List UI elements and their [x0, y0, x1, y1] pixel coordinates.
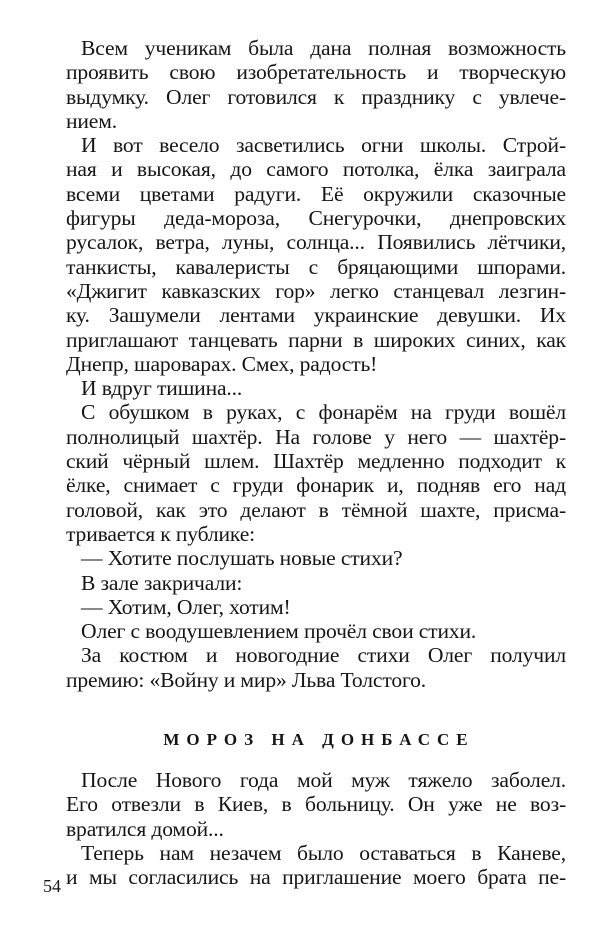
text-line: За костюм и новогодние стихи Олег получил: [81, 643, 566, 668]
text-line: вратился домой...: [66, 816, 224, 841]
text-line: — Хотим, Олег, хотим!: [81, 594, 291, 619]
text-line: русалок, ветра, луны, солнца... Появились лётчики,: [66, 230, 566, 255]
text-line: головой, как это делают в тёмной шахте, присма-: [66, 497, 566, 522]
paragraph-6: [66, 571, 566, 595]
text-line: Днепр, шароварах. Смех, радость!: [66, 351, 378, 376]
text-line: Всем ученикам была дана полная возможность: [81, 36, 566, 60]
text-line: выдумку. Олег готовился к празднику с увлече-: [66, 84, 566, 109]
text-line: Его отвезли в Киев, в больницу. Он уже не воз-: [66, 792, 566, 817]
paragraph-3: [66, 376, 566, 400]
paragraph-9: [66, 643, 566, 692]
paragraph-10: [66, 768, 566, 841]
paragraph-11: [66, 841, 566, 890]
text-line: Теперь нам незачем было оставаться в Каневе,: [81, 840, 566, 865]
paragraph-7: [66, 595, 566, 619]
text-line: И вдруг тишина...: [81, 376, 243, 401]
book-page: [66, 36, 566, 890]
text-line: танкисты, кавалеристы с бряцающими шпорами.: [66, 254, 566, 279]
text-line: тривается к публике:: [66, 521, 256, 546]
text-line: — Хотите послушать новые стихи?: [81, 546, 403, 571]
text-line: ский чёрный шлем. Шахтёр медленно подходит к: [66, 449, 566, 474]
text-line: нием.: [66, 108, 118, 133]
text-line: фигуры деда-мороза, Снегурочки, днепровских: [66, 206, 566, 231]
text-line: ёлке, снимает с груди фонарик и, подняв его над: [66, 473, 566, 498]
text-line: И вот весело засветились огни школы. Строй-: [81, 133, 566, 158]
paragraph-8: [66, 619, 566, 643]
text-line: проявить свою изобретательность и творческую: [66, 60, 566, 85]
text-line: полнолицый шахтёр. На голове у него — шахтёр-: [66, 424, 566, 449]
text-line: Олег с воодушевлением прочёл свои стихи.: [81, 619, 477, 644]
text-line: премию: «Войну и мир» Льва Толстого.: [66, 667, 427, 692]
paragraph-5: [66, 546, 566, 570]
section-heading: МОРОЗ НА ДОНБАССЕ: [163, 730, 475, 750]
text-line: и мы согласились на приглашение моего брата пе-: [66, 865, 566, 890]
text-line: «Джигит кавказских гор» легко станцевал лезгин-: [66, 278, 566, 303]
text-line: приглашают танцевать парни в широких синих, как: [66, 327, 566, 352]
paragraph-1: [66, 36, 566, 133]
text-line: ку. Зашумели лентами украинские девушки. Их: [66, 303, 566, 328]
text-line: всеми цветами радуги. Её окружили сказочные: [66, 181, 566, 206]
text-line: После Нового года мой муж тяжело заболел.: [81, 768, 566, 793]
paragraph-4: [66, 400, 566, 546]
text-line: В зале закричали:: [81, 570, 243, 595]
paragraph-2: [66, 133, 566, 376]
page-number: 54: [43, 876, 61, 896]
text-line: ная и высокая, до самого потолка, ёлка заиграла: [66, 157, 566, 182]
text-line: С обушком в руках, с фонарём на груди вошёл: [81, 400, 566, 425]
